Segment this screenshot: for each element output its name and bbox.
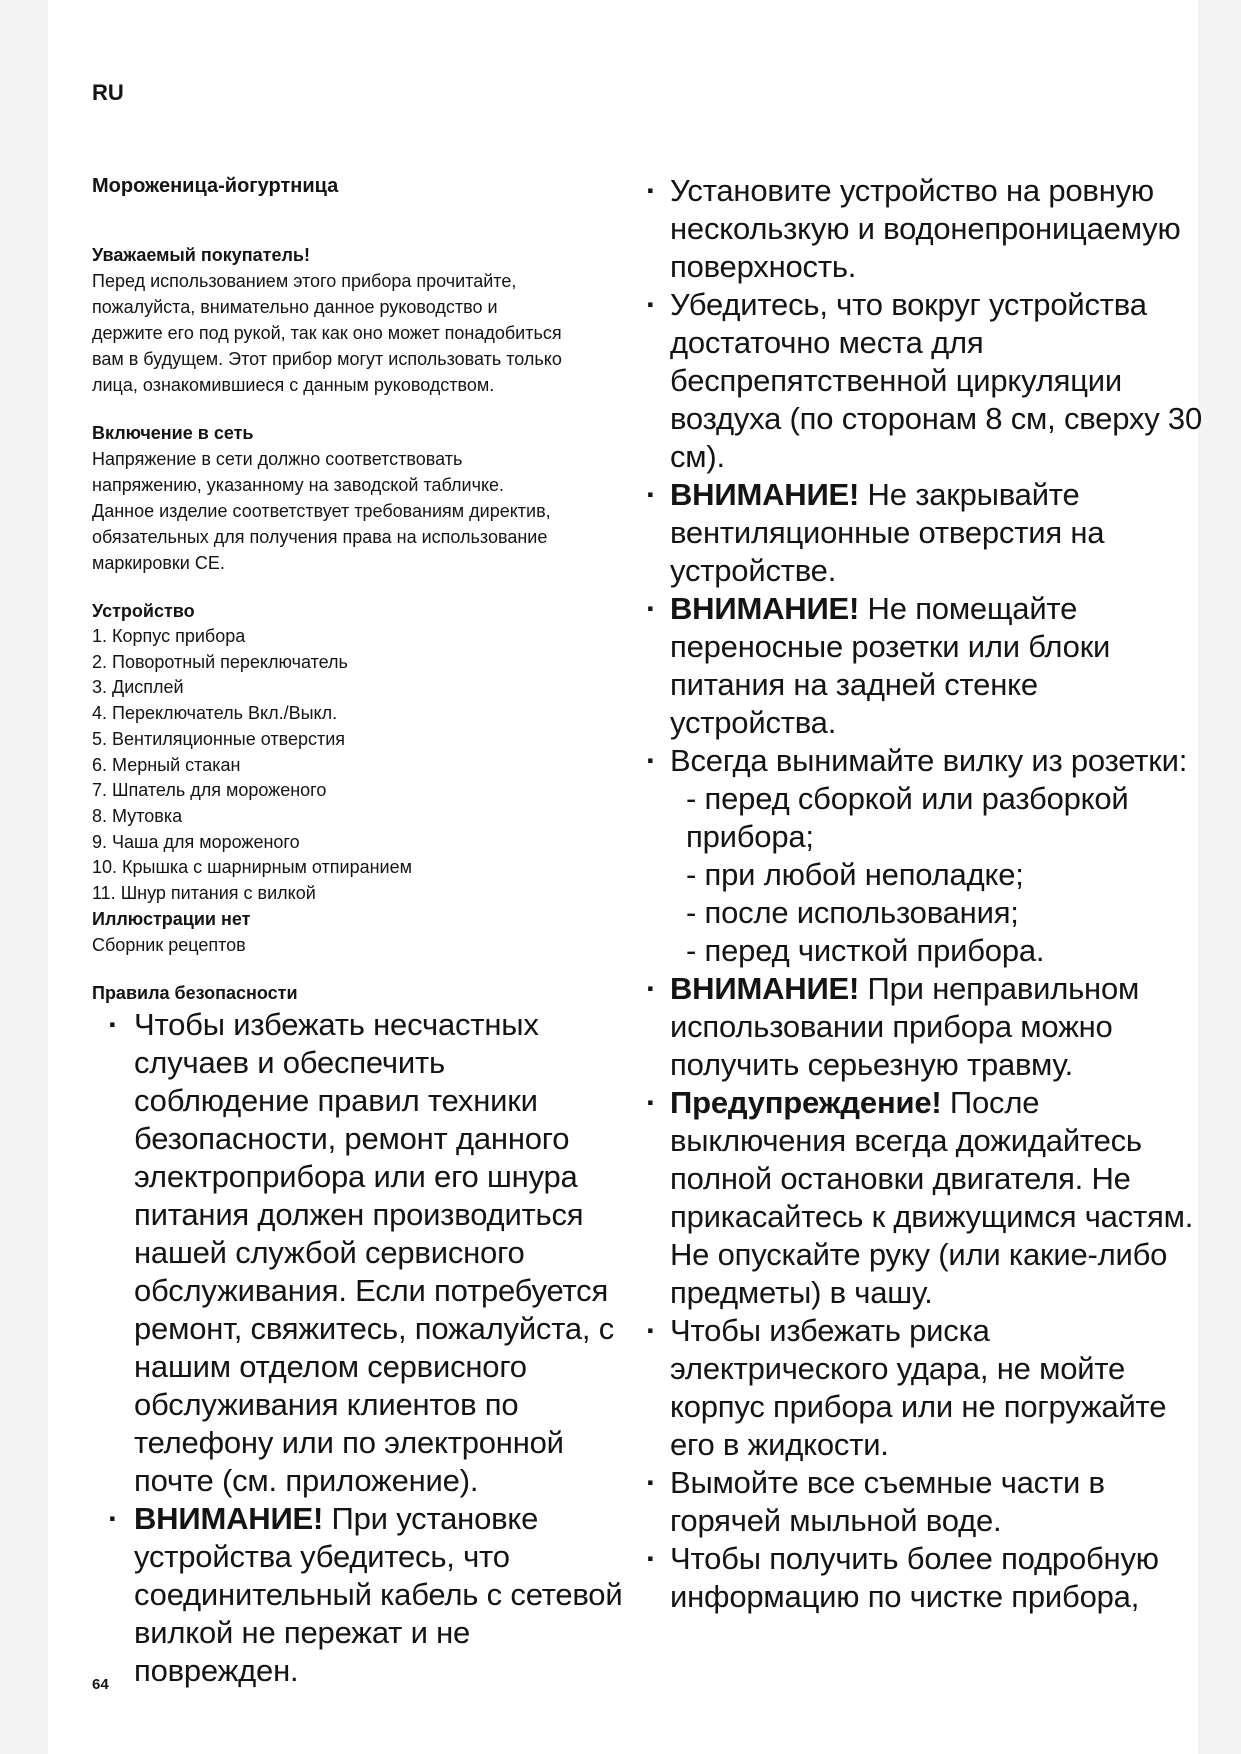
part-item: 5. Вентиляционные отверстия xyxy=(92,728,346,749)
language-code: RU xyxy=(92,80,124,105)
safety-item: · Вымойте все съемные части в горячей мыльной воде. xyxy=(646,1465,1105,1538)
part-item: 3. Дисплей xyxy=(92,677,184,698)
intro-line: держите его под рукой, так как оно может понадобиться xyxy=(92,323,562,343)
power-heading: Включение в сеть xyxy=(92,423,254,443)
bullet-icon: · xyxy=(646,287,657,322)
sub-item: - при любой неполадке; xyxy=(686,857,1024,892)
sub-item: - перед чисткой прибора. xyxy=(686,933,1045,968)
intro-line: лица, ознакомившиеся с данным руководством. xyxy=(92,375,495,395)
bullet-icon: · xyxy=(646,1541,657,1576)
intro-line: пожалуйста, внимательно данное руководство и xyxy=(92,297,498,317)
power-line: напряжению, указанному на заводской табличке. xyxy=(92,475,505,495)
intro-heading: Уважаемый покупатель! xyxy=(92,245,310,265)
power-line: маркировки CE. xyxy=(92,553,225,573)
safety-item: · ВНИМАНИЕ! При неправильном использовании прибора можно получить серьезную травму. xyxy=(646,971,1140,1082)
bullet-icon: · xyxy=(646,173,657,208)
bullet-icon: · xyxy=(646,971,657,1006)
bullet-icon: · xyxy=(646,1085,657,1120)
safety-item: · Убедитесь, что вокруг устройства достаточно места для беспрепятственной циркуляции воздуха (по сторонам 8 см, сверху 30 см). xyxy=(646,287,1203,474)
safety-item: · Чтобы избежать риска электрического удара, не мойте корпус прибора или не погружайте его в жидкости. xyxy=(646,1313,1167,1462)
bullet-icon: · xyxy=(108,1006,119,1042)
safety-item: · Чтобы избежать несчастных случаев и обеспечить соблюдение правил техники безопасности, ремонт данного электроприбора или его шнура питания должен производиться нашей службой сервисного обслуживания. Если потребуется ремонт, свяжитесь, пожалуйста, с нашим отделом сервисного обслуживания клиентов по телефону или по электронной почте (см. приложение). xyxy=(108,1006,615,1498)
device-heading: Устройство xyxy=(92,601,195,621)
part-item: 2. Поворотный переключатель xyxy=(92,651,348,672)
bullet-icon: · xyxy=(108,1500,119,1536)
warning-label: ВНИМАНИЕ! xyxy=(670,477,860,512)
bullet-icon: · xyxy=(646,1313,657,1348)
safety-list-left xyxy=(108,1006,628,1690)
power-line: Напряжение в сети должно соответствовать xyxy=(92,449,463,469)
part-item: 6. Мерный стакан xyxy=(92,754,241,775)
power-line: Данное изделие соответствует требованиям директив, xyxy=(92,501,551,521)
part-item: 7. Шпатель для мороженого xyxy=(92,780,327,801)
power-line: обязательных для получения права на использование xyxy=(92,527,548,547)
left-column xyxy=(92,173,623,1690)
intro-line: вам в будущем. Этот прибор могут использовать только xyxy=(92,349,562,369)
recipes-label: Сборник рецептов xyxy=(92,934,246,955)
bullet-icon: · xyxy=(646,591,657,626)
safety-heading: Правила безопасности xyxy=(92,982,298,1003)
notice-label: Предупреждение! xyxy=(670,1085,942,1120)
safety-item: · ВНИМАНИЕ! При установке устройства убедитесь, что соединительный кабель с сетевой вилкой не пережат и не поврежден. xyxy=(108,1500,623,1688)
part-item: 10. Крышка с шарнирным отпиранием xyxy=(92,857,412,878)
warning-label: ВНИМАНИЕ! xyxy=(670,971,860,1006)
warning-label: ВНИМАНИЕ! xyxy=(134,1500,324,1536)
sub-item: - после использования; xyxy=(686,895,1019,930)
parts-list xyxy=(92,624,612,907)
part-item: 1. Корпус прибора xyxy=(92,626,246,646)
safety-item: · Установите устройство на ровную нескользкую и водонепроницаемую поверхность. xyxy=(646,173,1181,284)
part-item: 11. Шнур питания с вилкой xyxy=(92,883,316,904)
bullet-icon: · xyxy=(646,743,657,778)
right-column xyxy=(646,172,1206,1616)
part-item: 8. Мутовка xyxy=(92,805,183,826)
safety-list-right xyxy=(646,172,1206,1616)
safety-item: · Чтобы получить более подробную информацию по чистке прибора, xyxy=(646,1541,1159,1614)
no-illustrations-heading: Иллюстрации нет xyxy=(92,908,251,929)
warning-label: ВНИМАНИЕ! xyxy=(670,591,860,626)
document-title: Мороженица-йогуртница xyxy=(92,175,339,197)
safety-item: · ВНИМАНИЕ! Не закрывайте вентиляционные отверстия на устройстве. xyxy=(646,477,1105,588)
bullet-icon: · xyxy=(646,1465,657,1500)
safety-item: · ВНИМАНИЕ! Не помещайте переносные розетки или блоки питания на задней стенке устройства. xyxy=(646,591,1111,740)
safety-item: · Предупреждение! После выключения всегда дожидайтесь полной остановки двигателя. Не прикасайтесь к движущимся частям. Не опускайте руку (или какие-либо предметы) в чашу. xyxy=(646,1085,1194,1310)
part-item: 4. Переключатель Вкл./Выкл. xyxy=(92,703,338,724)
part-item: 9. Чаша для мороженого xyxy=(92,831,300,852)
bullet-icon: · xyxy=(646,477,657,512)
page-number: 64 xyxy=(92,1676,109,1693)
safety-item: · Всегда вынимайте вилку из розетки: - перед сборкой или разборкой прибора; - при любой неполадке; - после использования; - перед чисткой прибора. xyxy=(646,742,1206,970)
sub-item: - перед сборкой или разборкой прибора; xyxy=(686,781,1129,854)
intro-line: Перед использованием этого прибора прочитайте, xyxy=(92,271,517,291)
